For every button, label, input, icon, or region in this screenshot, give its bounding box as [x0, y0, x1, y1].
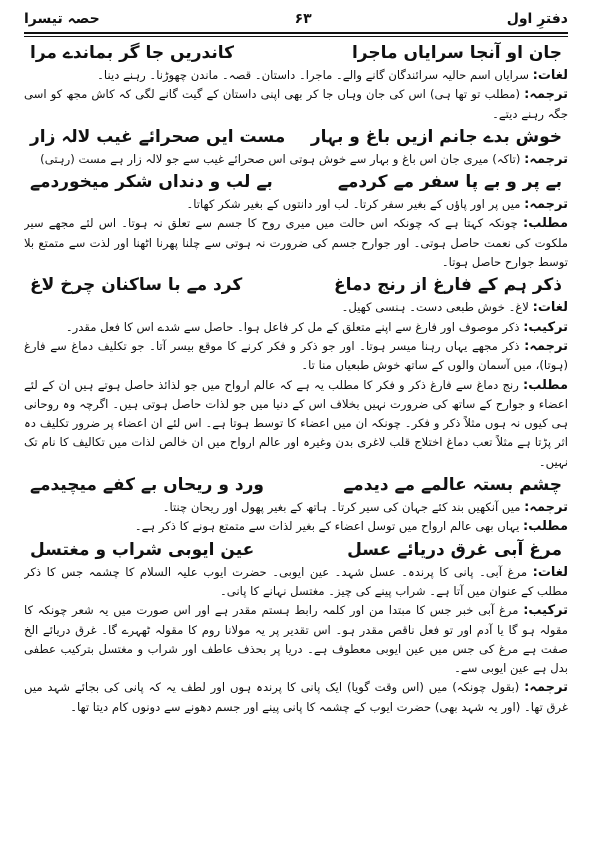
paragraph-label: مطلب:: [523, 216, 568, 232]
commentary-paragraph: [24, 601, 568, 678]
paragraph-text: مرغ آبی۔ پانی کا پرندہ۔ عسل شہد۔ عین ایوبی۔ حضرت ایوب علیہ السلام کا چشمہ جس کا ذکر مطلب کے عنوان میں آتا ہے۔ شراب پینے کی چیز۔ مغتسل نہانے کا پانی۔: [24, 564, 568, 598]
verse-second-hemistich: مست ایں صحرائے غیب لالہ زار: [30, 126, 286, 147]
commentary-paragraph: [24, 66, 568, 85]
commentary-paragraph: [24, 678, 568, 717]
paragraph-text: ذکر مجھے یہاں رہنا میسر ہوتا۔ اور جو ذکر و فکر کرنے کا موقع بیسر آتا۔ جو تکلیف دماغ سے فارغ (ہوتا)، میں آسمان والوں کے ساتھ خوش طبعیاں منا تا۔: [24, 338, 568, 373]
verse-first-hemistich: چشم بستہ عالمے مے دیدمے: [343, 475, 562, 496]
paragraph-text: (مطلب تو تھا ہی) اس کی جان وہاں جا کر بھی اپنی داستان کے گیت گانے لگی کہ کاش مجھ کو اسی جگہ رہنے دیتے۔: [24, 87, 568, 121]
paragraph-text: رنج دماغ سے فارغ ذکر و فکر کا مطلب یہ ہے کہ عالم ارواح میں جو لذائذ حاصل ہوتے ہیں ان کے لئے اعضاء و جوارح کے ساتھ کی ضرورت نہیں بخلاف اس کے دنیا میں جو لذات حاصل ہوتی ہیں۔ اگرچہ وہ روحانی ہی کیوں نہ ہوں مثلاً ذکر و فکر۔ چونکہ ان میں اعضاء کا توسط ہوتا ہے۔ اس لئے ان اعضاء پر ضرور تکلیف دہ اثر پڑتا ہے مثلاً تعب دماغ اختلاج قلب لاغری بدن وغیرہ اور عالم ارواح میں ان خالص لذات میں تکالیف کا نام تک نہیں۔: [24, 377, 568, 469]
commentary-paragraph: [24, 195, 568, 214]
commentary-paragraph: [24, 337, 568, 376]
paragraph-label: ترجمہ:: [524, 87, 568, 103]
verse-couplet: [24, 40, 568, 66]
paragraph-text: میں آنکھیں بند کئے جہان کی سیر کرتا۔ ہاتھ کے بغیر پھول اور ریحان چنتا۔: [162, 500, 521, 515]
paragraph-label: لغات:: [532, 68, 568, 83]
paragraph-text: چونکہ کہتا ہے کہ چونکہ اس حالت میں میری روح کا جسم سے تعلق نہ ہوتا۔ اس لئے مجھے سیر ملکوت کی نعمت حاصل ہوتی۔ اور جوارح جسم کی ضرورت نہ ہوتی سے چلنا پھرنا اٹھنا اور لذت سے متمتع بلا توسط جوارح حاصل ہوتا۔: [24, 216, 568, 270]
verse-second-hemistich: کاندریں جا گر بماندے مرا: [30, 43, 234, 63]
verse-first-hemistich: ذکر ہم کے فارغ از رنج دماغ: [333, 275, 562, 296]
header-rule: [24, 32, 568, 37]
verse-second-hemistich: ورد و ریحاں بے کفے میچیدمے: [30, 475, 264, 496]
paragraph-text: سرایاں اسم حالیہ سرائندگان گانے والے۔ ماجرا۔ داستان۔ قصہ۔ ماندن چھوڑنا۔ رہنے دینا۔: [97, 68, 529, 82]
verse-first-hemistich: بے پر و بے پا سفر مے کردمے: [337, 172, 562, 193]
paragraph-label: لغات:: [532, 300, 568, 316]
paragraph-label: ترکیب:: [523, 603, 568, 619]
paragraph-label: مطلب:: [523, 519, 568, 535]
paragraph-label: ترکیب:: [523, 319, 568, 335]
commentary-paragraph: [24, 150, 568, 169]
verse-couplet: [24, 537, 568, 563]
paragraph-text: (تاکہ) میری جان اس باغ و بہار سے خوش ہوتی اس صحرائے غیب سے جو لالہ زار ہے مست (رہتی): [40, 151, 521, 166]
paragraph-label: مطلب:: [523, 377, 568, 393]
page-number: ۶۳: [294, 11, 312, 27]
verse-first-hemistich: جان او آنجا سرایاں ماجرا: [351, 43, 562, 63]
commentary-paragraph: [24, 563, 568, 602]
verse-couplet: [24, 169, 568, 195]
commentary-paragraph: [24, 85, 568, 124]
commentary-paragraph: [24, 298, 568, 317]
paragraph-label: ترجمہ:: [524, 197, 568, 213]
commentary-paragraph: [24, 517, 568, 536]
verse-first-hemistich: مرغ آبی غرق دریائے عسل: [347, 539, 562, 560]
paragraph-text: یہاں بھی عالم ارواح میں توسل اعضاء کے بغیر لذات سے متمتع ہونے کا ذکر ہے۔: [134, 519, 520, 534]
verse-couplet: [24, 472, 568, 498]
verse-couplet: [24, 124, 568, 150]
book-title: دفترِ اول: [506, 11, 568, 27]
commentary-paragraph: [24, 376, 568, 472]
paragraph-text: میں پر اور پاؤں کے بغیر سفر کرتا۔ لب اور دانتوں کے بغیر شکر کھاتا۔: [186, 197, 521, 212]
paragraph-text: ذکر موصوف اور فارغ سے اپنے متعلق کے مل کر فاعل ہوا۔ حاصل سے شدے اس کا فعل مقدر۔: [65, 319, 520, 334]
commentary-paragraph: [24, 318, 568, 337]
verse-couplet: [24, 272, 568, 298]
paragraph-label: ترجمہ:: [524, 151, 568, 167]
verse-second-hemistich: کرد مے با ساکنان چرخ لاغ: [30, 275, 243, 296]
paragraph-text: مرغ آبی خبر جس کا مبتدا من اور کلمہ رابط ہستم مقدر ہے اور اس صورت میں یہ شعر چونکہ کا مقولہ ہو گا یا آدم اور تو فعل ناقص مقدر ہو۔ اس تقدیر پر یہ مولانا روم کا مقولہ ٹھہرے گا۔ غرق دریائے الخ صفت ہے مرغ کی جس میں عین ایوبی معطوف ہے۔ دریا پر بحذف عاطف اور شراب و مغتسل بترکیب عطفی بدل ہے عین ایوبی سے۔: [24, 603, 568, 676]
paragraph-label: ترجمہ:: [524, 338, 568, 354]
paragraph-label: ترجمہ:: [524, 680, 568, 696]
paragraph-label: لغات:: [532, 564, 568, 580]
page-content: [24, 40, 568, 841]
section-title: حصہ تیسرا: [24, 11, 100, 27]
paragraph-text: لاغ۔ خوش طبعی دست۔ ہنسی کھیل۔: [341, 300, 529, 315]
paragraph-label: ترجمہ:: [524, 500, 568, 516]
commentary-paragraph: [24, 498, 568, 517]
verse-second-hemistich: بے لب و دنداں شکر میخوردمے: [30, 172, 273, 193]
verse-second-hemistich: عین ایوبی شراب و مغتسل: [30, 539, 255, 560]
page-header: [24, 6, 568, 32]
commentary-paragraph: [24, 214, 568, 272]
verse-first-hemistich: خوش بدے جانم ازیں باغ و بہار: [310, 126, 562, 147]
paragraph-text: (بقول چونکہ) میں (اس وقت گویا) ایک پانی کا پرندہ ہوں اور لطف یہ کہ پانی کی بجائے شہد میں غرق تھا۔ (اور یہ شہد بھی) حضرت ایوب کے چشمہ کا پانی پینے اور جسم دھونے سے دونوں کام دیتا تھا۔: [24, 680, 568, 714]
